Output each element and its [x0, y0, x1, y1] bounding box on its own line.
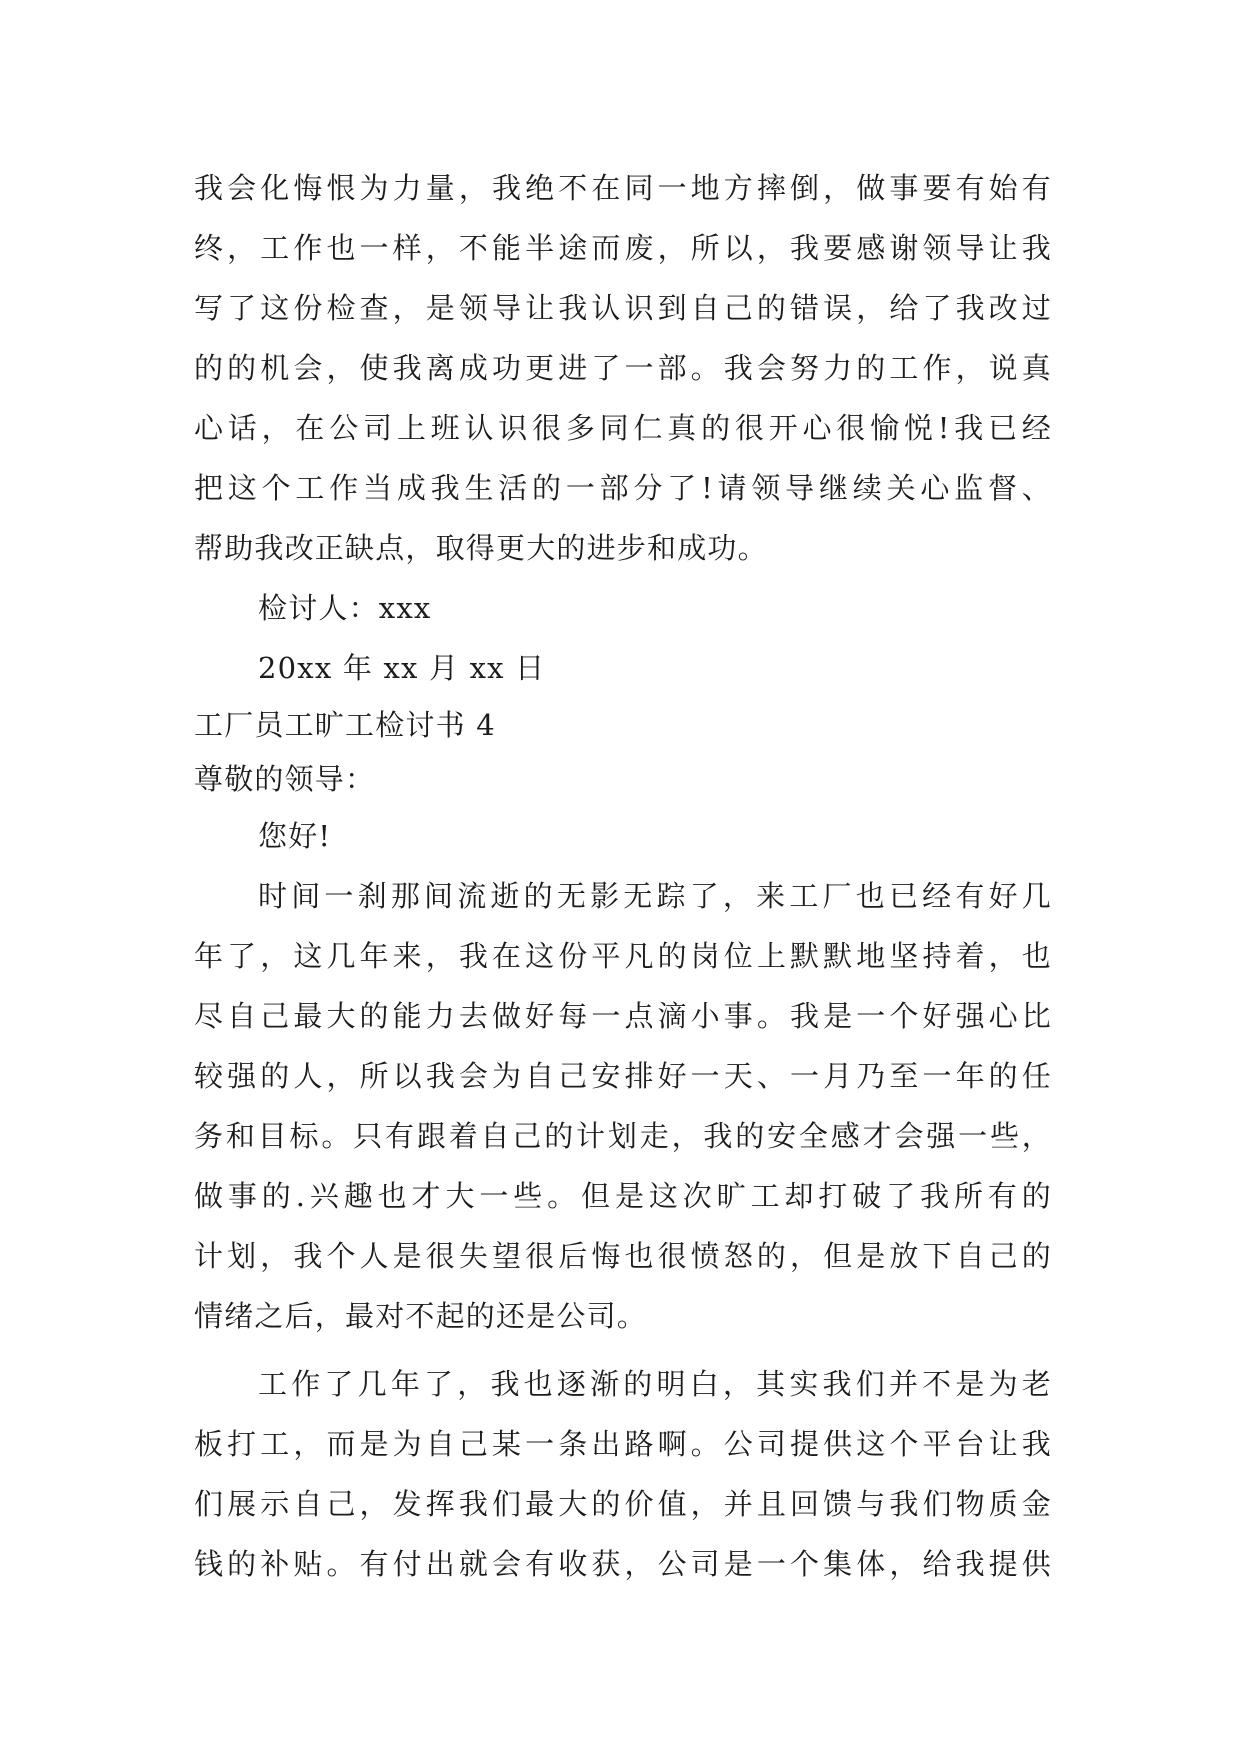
paragraph-resolution — [194, 158, 1052, 578]
text-line: 尽自己最大的能力去做好每一点滴小事。我是一个好强心比 — [194, 999, 1052, 1033]
text-line: 钱的补贴。有付出就会有收获，公司是一个集体，给我提供 — [194, 1547, 1052, 1581]
text-line: 工作了几年了，我也逐渐的明白，其实我们并不是为老 — [258, 1367, 1052, 1401]
paragraph-gratitude — [194, 1354, 1052, 1594]
text-line: 心话，在公司上班认识很多同仁真的很开心很愉悦!我已经 — [194, 411, 1052, 445]
text-line: 写了这份检查，是领导让我认识到自己的错误，给了我改过 — [194, 291, 1052, 325]
text-line: 情绪之后，最对不起的还是公司。 — [194, 1299, 648, 1333]
text-line: 做事的.兴趣也才大一些。但是这次旷工却打破了我所有的 — [194, 1179, 1052, 1213]
signer-line: 检讨人：xxx — [258, 591, 432, 625]
text-line: 时间一刹那间流逝的无影无踪了，来工厂也已经有好几 — [258, 879, 1052, 913]
paragraph-reflection — [194, 866, 1052, 1346]
text-line: 年了，这几年来，我在这份平凡的岗位上默默地坚持着，也 — [194, 939, 1052, 973]
text-line: 我会化悔恨为力量，我绝不在同一地方摔倒，做事要有始有 — [194, 171, 1052, 205]
text-line: 终，工作也一样，不能半途而废，所以，我要感谢领导让我 — [194, 231, 1052, 265]
document-body — [194, 158, 1052, 1594]
text-line: 们展示自己，发挥我们最大的价值，并且回馈与我们物质金 — [194, 1487, 1052, 1521]
salutation: 尊敬的领导： — [194, 762, 376, 796]
section-title: 工厂员工旷工检讨书 4 — [194, 708, 496, 742]
text-line: 务和目标。只有跟着自己的计划走，我的安全感才会强一些， — [194, 1119, 1052, 1153]
text-line: 把这个工作当成我生活的一部分了!请领导继续关心监督、 — [194, 471, 1052, 505]
text-line: 较强的人，所以我会为自己安排好一天、一月乃至一年的任 — [194, 1059, 1052, 1093]
greeting: 您好! — [258, 819, 332, 853]
date-line: 20xx 年 xx 月 xx 日 — [258, 651, 546, 685]
text-line: 计划，我个人是很失望很后悔也很愤怒的，但是放下自己的 — [194, 1239, 1052, 1273]
text-line: 板打工，而是为自己某一条出路啊。公司提供这个平台让我 — [194, 1427, 1052, 1461]
text-line: 的的机会，使我离成功更进了一部。我会努力的工作，说真 — [194, 351, 1052, 385]
text-line: 帮助我改正缺点，取得更大的进步和成功。 — [194, 531, 768, 565]
